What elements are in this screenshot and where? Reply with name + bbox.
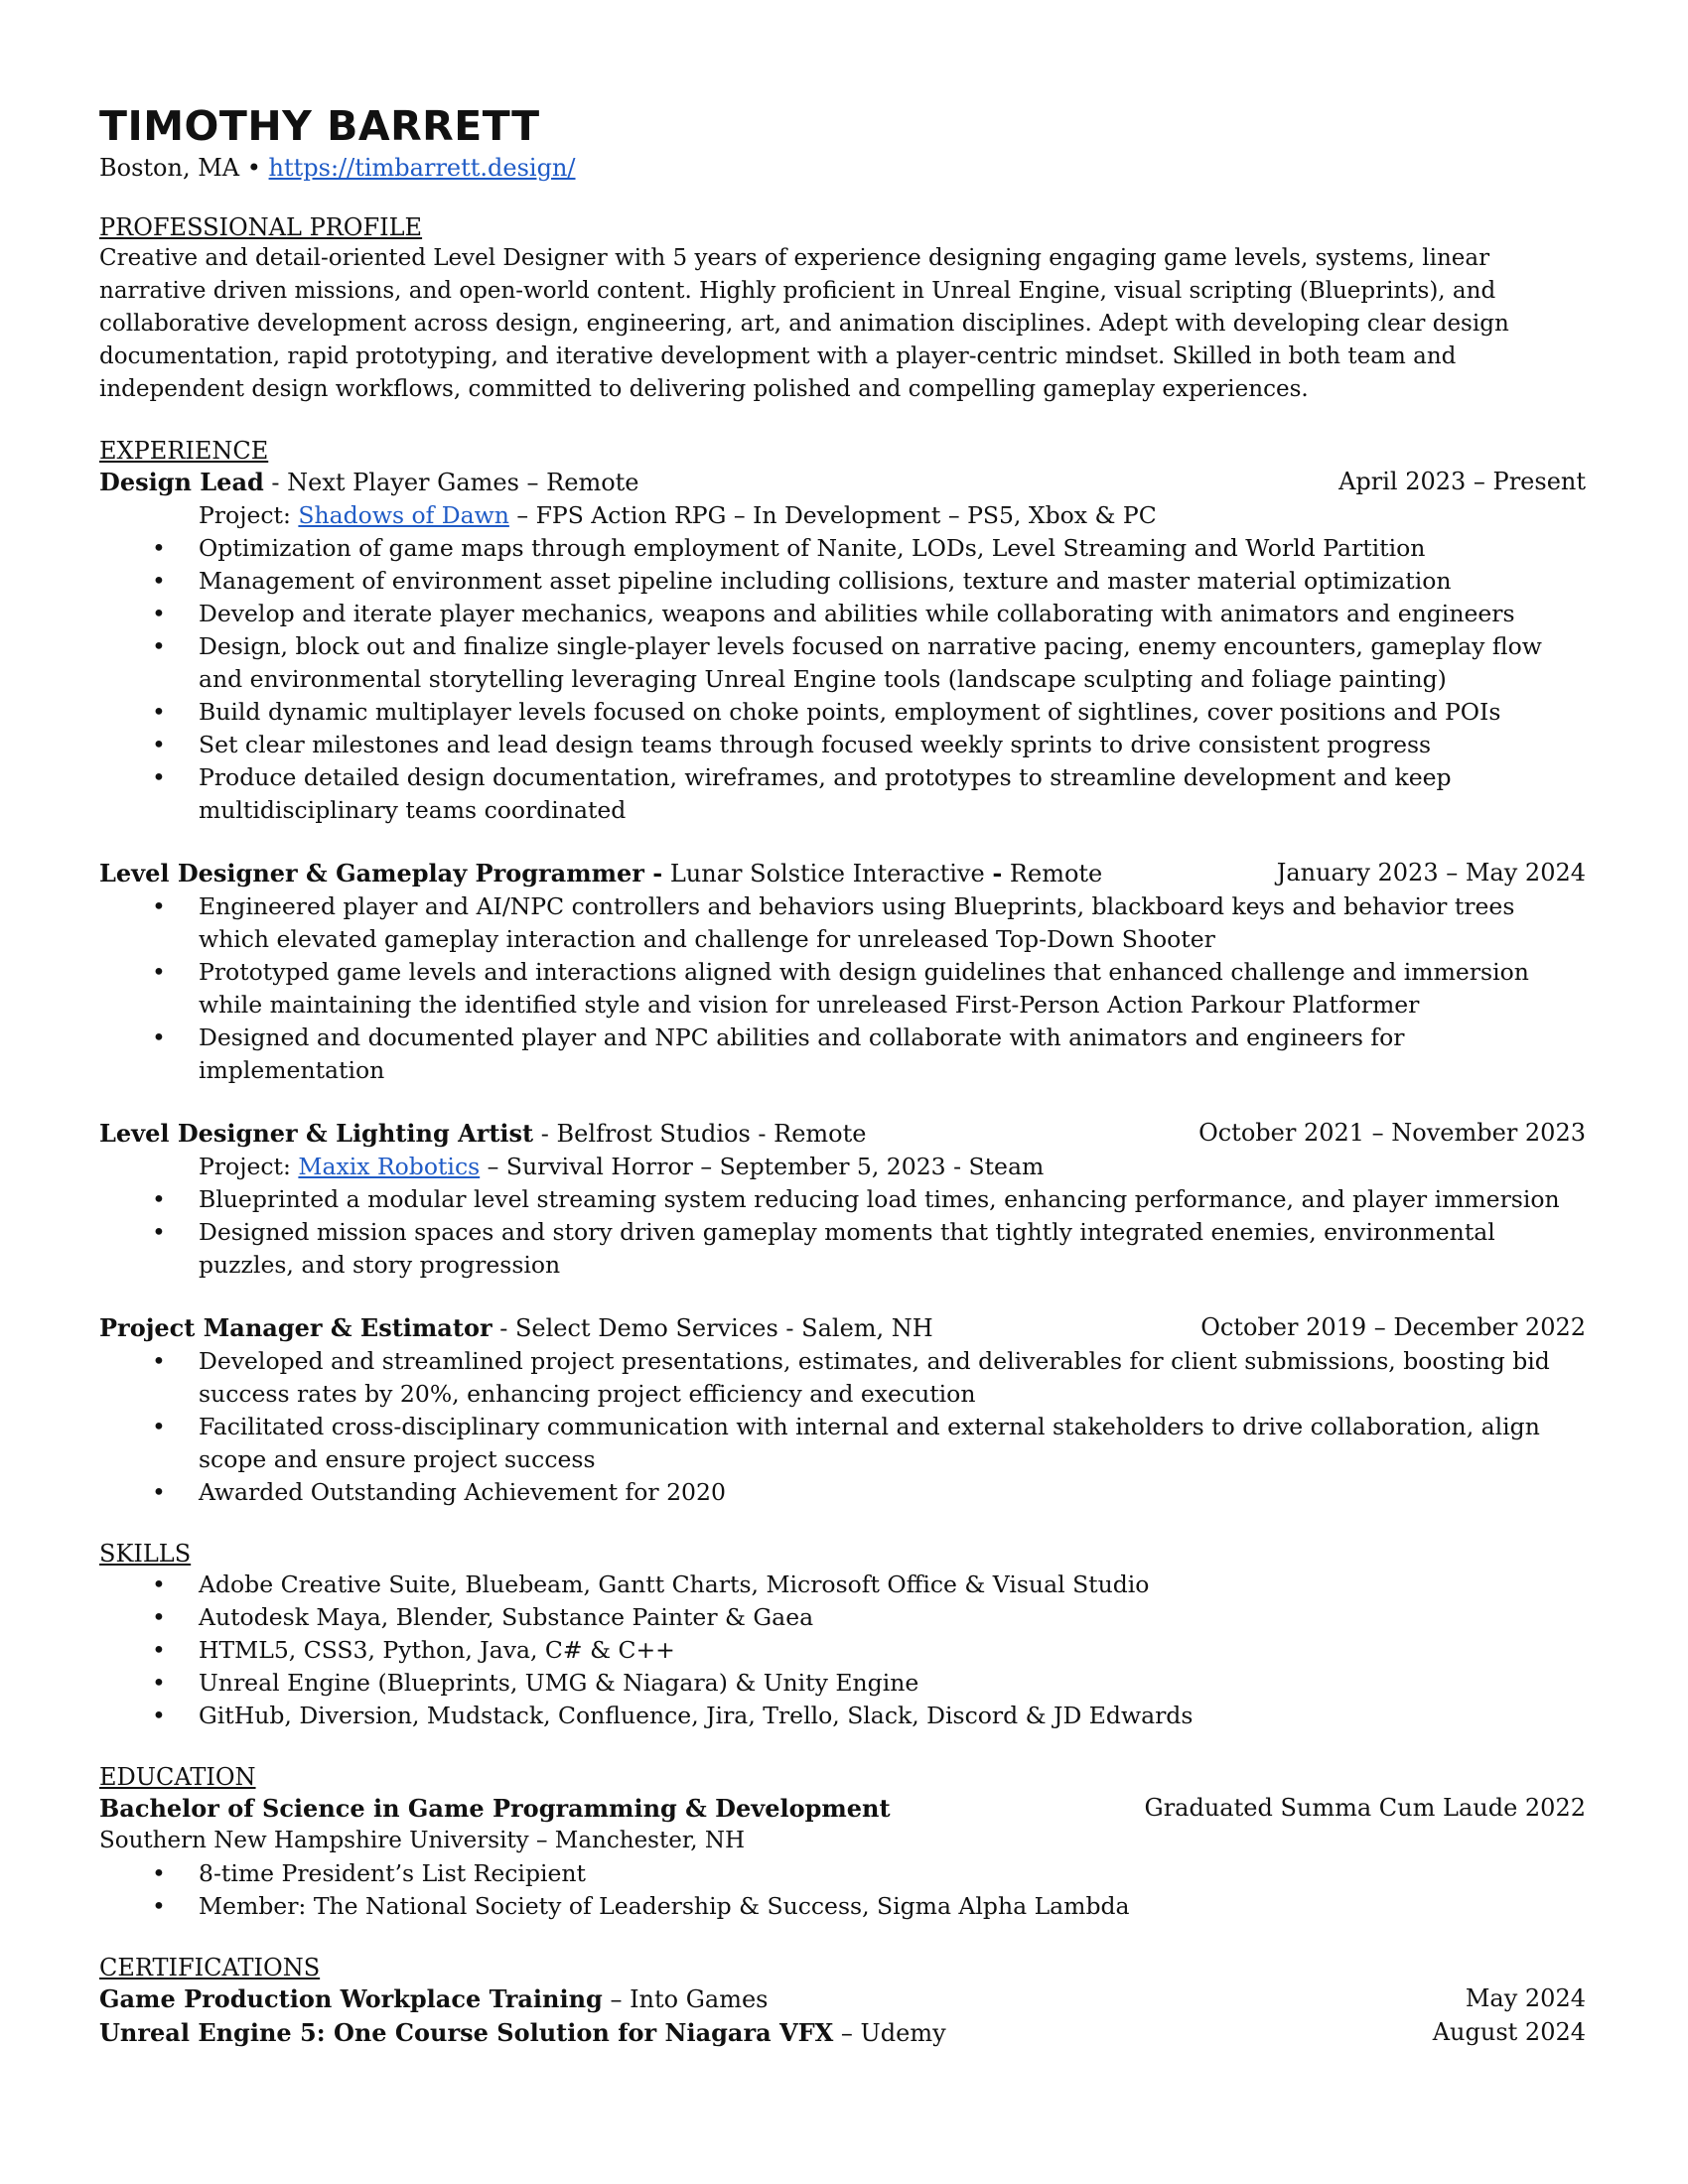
certification-date: August 2024 [1432, 2018, 1586, 2046]
job-bullets [99, 1183, 1586, 1282]
list-item: • Management of environment asset pipeline including collisions, texture and master material optimization [99, 565, 1586, 598]
project-details: – FPS Action RPG – In Development – PS5, Xbox & PC [508, 501, 1157, 529]
list-item: • HTML5, CSS3, Python, Java, C# & C++ [99, 1634, 1586, 1667]
location: Boston, MA [99, 154, 240, 182]
list-item: • Designed mission spaces and story driven gameplay moments that tightly integrated enemies, environmental puzzles, and story progression [99, 1216, 1586, 1282]
list-item: • 8-time President’s List Recipient [99, 1857, 1586, 1890]
job-header [99, 466, 1586, 499]
list-item: • Facilitated cross-disciplinary communication with internal and external stakeholders to drive collaboration, align scope and ensure project success [99, 1411, 1586, 1476]
list-item: • Autodesk Maya, Blender, Substance Painter & Gaea [99, 1601, 1586, 1634]
list-item: • Designed and documented player and NPC abilities and collaborate with animators and engineers for implementation [99, 1022, 1586, 1087]
project-details: – Survival Horror – September 5, 2023 - Steam [480, 1153, 1045, 1180]
project-label: Project: [199, 501, 299, 529]
skills-heading: SKILLS [99, 1540, 192, 1568]
skills-list [99, 1569, 1586, 1732]
certification-row [99, 2016, 1586, 2050]
job-dates: October 2019 – December 2022 [1200, 1313, 1586, 1341]
job-header [99, 1117, 1586, 1151]
certification-row [99, 1982, 1586, 2016]
list-item: • Unreal Engine (Blueprints, UMG & Niagara) & Unity Engine [99, 1667, 1586, 1700]
job-entry [99, 1117, 1586, 1282]
certification-title: Unreal Engine 5: One Course Solution for Niagara VFX [99, 2018, 834, 2047]
list-item: • Adobe Creative Suite, Bluebeam, Gantt Charts, Microsoft Office & Visual Studio [99, 1569, 1586, 1601]
job-title: Level Designer & Lighting Artist [99, 1119, 534, 1148]
list-item: • Produce detailed design documentation, wireframes, and prototypes to streamline development and keep multidisciplinary teams coordinated [99, 761, 1586, 827]
project-link[interactable]: Maxix Robotics [298, 1153, 481, 1180]
job-company: - Next Player Games – Remote [263, 469, 639, 496]
job-location: Remote [1002, 860, 1103, 887]
job-dates: October 2021 – November 2023 [1198, 1119, 1586, 1147]
list-item: • Developed and streamlined project presentations, estimates, and deliverables for client submissions, boosting bid success rates by 20%, enhancing project efficiency and execution [99, 1345, 1586, 1411]
job-header [99, 1311, 1586, 1345]
resume-page [99, 102, 1586, 2050]
list-item: • Member: The National Society of Leadership & Success, Sigma Alpha Lambda [99, 1890, 1586, 1923]
education-heading: EDUCATION [99, 1763, 256, 1791]
list-item: • Build dynamic multiplayer levels focused on choke points, employment of sightlines, cover positions and POIs [99, 696, 1586, 729]
job-title: Project Manager & Estimator [99, 1313, 492, 1342]
school-name: Southern New Hampshire University – Manchester, NH [99, 1828, 746, 1853]
job-dates: April 2023 – Present [1338, 468, 1586, 495]
certification-provider: – Into Games [602, 1985, 769, 2013]
job-header [99, 857, 1586, 890]
experience-heading: EXPERIENCE [99, 437, 269, 465]
job-bullets [99, 1345, 1586, 1509]
job-bullets [99, 890, 1586, 1087]
list-item: • Awarded Outstanding Achievement for 2020 [99, 1476, 1586, 1509]
job-entry [99, 857, 1586, 1087]
list-item: • Blueprinted a modular level streaming system reducing load times, enhancing performance, and player immersion [99, 1183, 1586, 1216]
profile-text: Creative and detail-oriented Level Designer with 5 years of experience designing engaging game levels, systems, linear narrative driven missions, and open-world content. Highly proficient in Unreal Engine, visual scripting (Blueprints), and collaborative development across design, engineering, art, and animation disciplines. Adept with developing clear design documentation, rapid prototyping, and iterative development with a player-centric mindset. Skilled in both team and independent design workflows, committed to delivering polished and compelling gameplay experiences. [99, 245, 1509, 402]
certification-date: May 2024 [1465, 1984, 1586, 2012]
project-link[interactable]: Shadows of Dawn [298, 501, 509, 529]
degree-honor: Graduated Summa Cum Laude 2022 [1144, 1794, 1586, 1822]
contact-separator: • [239, 154, 269, 182]
list-item: • Develop and iterate player mechanics, weapons and abilities while collaborating with animators and engineers [99, 598, 1586, 630]
education-list [99, 1857, 1586, 1923]
job-title: Level Designer & Gameplay Programmer - [99, 859, 663, 887]
degree-row [99, 1792, 1586, 1825]
list-item: • Optimization of game maps through employment of Nanite, LODs, Level Streaming and World Partition [99, 532, 1586, 565]
project-label: Project: [199, 1153, 299, 1180]
list-item: • Design, block out and finalize single-player levels focused on narrative pacing, enemy encounters, gameplay flow and environmental storytelling leveraging Unreal Engine tools (landscape sculpting and foliage painting) [99, 630, 1586, 696]
job-entry [99, 466, 1586, 827]
certifications-heading: CERTIFICATIONS [99, 1954, 321, 1981]
candidate-name: TIMOTHY BARRETT [99, 102, 540, 150]
job-title: Design Lead [99, 468, 264, 496]
job-dates: January 2023 – May 2024 [1276, 859, 1586, 887]
list-item: • Engineered player and AI/NPC controllers and behaviors using Blueprints, blackboard keys and behavior trees which elevated gameplay interaction and challenge for unreleased Top-Down Shooter [99, 890, 1586, 956]
job-project [99, 499, 1586, 532]
list-item: • GitHub, Diversion, Mudstack, Confluence, Jira, Trello, Slack, Discord & JD Edwards [99, 1700, 1586, 1732]
list-item: • Prototyped game levels and interactions aligned with design guidelines that enhanced challenge and immersion while maintaining the identified style and vision for unreleased First-Person Action Parkour Platformer [99, 956, 1586, 1022]
list-item: • Set clear milestones and lead design teams through focused weekly sprints to drive consistent progress [99, 729, 1586, 761]
certification-title: Game Production Workplace Training [99, 1984, 603, 2013]
contact-line [99, 153, 1586, 183]
website-link[interactable]: https://timbarrett.design/ [268, 154, 576, 182]
degree-title: Bachelor of Science in Game Programming & Development [99, 1794, 891, 1823]
job-company-separator: - [992, 859, 1003, 887]
job-company: - Belfrost Studios - Remote [533, 1120, 867, 1148]
job-company: Lunar Solstice Interactive [662, 860, 993, 887]
job-project [99, 1151, 1586, 1183]
profile-heading: PROFESSIONAL PROFILE [99, 213, 423, 241]
job-bullets [99, 532, 1586, 827]
job-entry [99, 1311, 1586, 1509]
job-company: - Select Demo Services - Salem, NH [492, 1314, 933, 1342]
certification-provider: – Udemy [833, 2019, 946, 2047]
